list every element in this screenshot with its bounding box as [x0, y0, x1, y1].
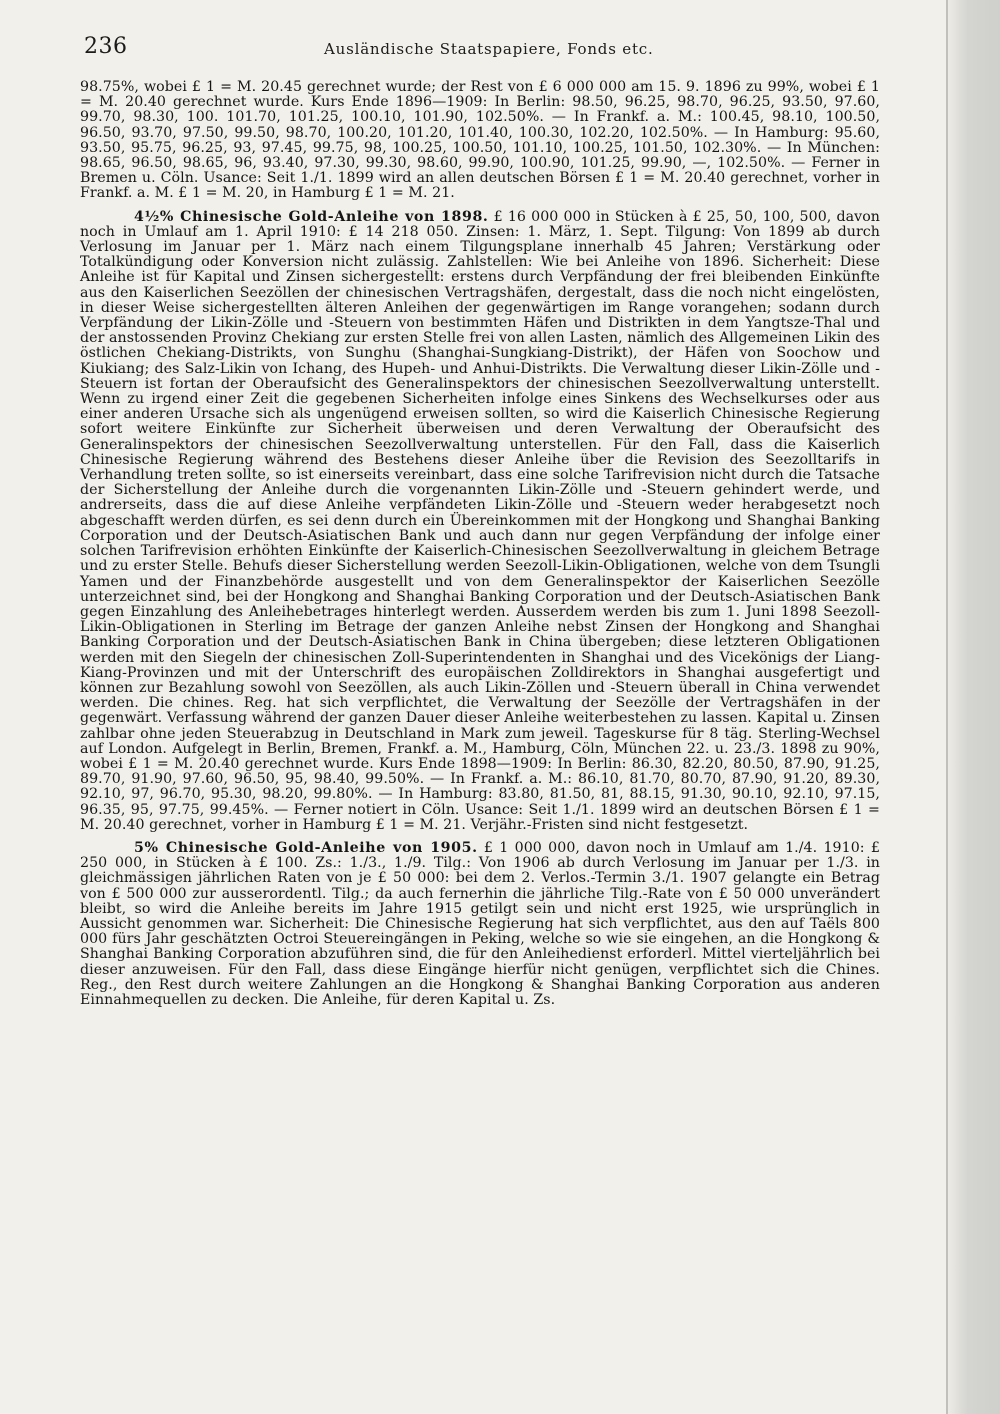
page-content: [80, 80, 880, 1008]
section-text: £ 1 000 000, davon noch in Umlauf am 1./4. 1910: £ 250 000, in Stücken à £ 100. Zs.: 1./3., 1./9. Tilg.: Von 1906 ab durch Verlosung im Januar per 1./3. in gleichmässigen jährlichen Raten von je £ 50 000: bei dem 2. Verlos.-Termin 3./1. 1907 gelangte ein Betrag von £ 500 000 zur ausserordentl. Tilg.; da auch fernerhin die jährliche Tilg.-Rate von £ 50 000 unverändert bleibt, so wird die Anleihe bereits im Jahre 1915 getilgt sein und nicht erst 1925, wie ursprünglich in Aussicht genommen war. Sicherheit: Die Chinesische Regierung hat sich verpflichtet, aus den auf Taëls 800 000 fürs Jahr geschätzten Octroi Steuereingängen in Peking, welche so wie sie eingehen, an die Hongkong & Shanghai Banking Corporation abzuführen sind, die für den Anleihedienst erforderl. Mittel vierteljährlich bei dieser anzuweisen. Für den Fall, dass diese Eingänge hierfür nicht genügen, verpflichtet sich die Chines. Reg., den Rest durch weitere Zahlungen an die Hongkong & Shanghai Banking Corporation aus anderen Einnahmequellen zu decken. Die Anleihe, für deren Kapital u. Zs.: [80, 839, 880, 1008]
section-1896-continued: [80, 80, 880, 202]
section-title: 5% Chinesische Gold-Anleihe von 1905.: [134, 839, 478, 856]
paragraph: [80, 80, 880, 202]
paragraph: [80, 210, 880, 833]
running-head: Ausländische Staatspapiere, Fonds etc.: [324, 40, 654, 58]
section-text: £ 16 000 000 in Stücken à £ 25, 50, 100, 500, davon noch in Umlauf am 1. April 1910: £ 14 218 050. Zinsen: 1. März, 1. Sept. Tilgung: Von 1899 ab durch Verlosung im Januar per 1. März nach einem Tilgungsplane innerhalb 45 Jahren; Verstärkung oder Totalkündigung oder Konversion nicht zulässig. Zahlstellen: Wie bei Anleihe von 1896. Sicherheit: Diese Anleihe ist für Kapital und Zinsen sichergestellt: erstens durch Verpfändung der frei bleibenden Einkünfte aus den Kaiserlichen Seezöllen der chinesischen Vertragshäfen, dergestalt, dass die noch nicht eingelösten, in dieser Weise sichergestellten älteren Anleihen der gegenwärtigen im Range vorangehen; sodann durch Verpfändung der Likin-Zölle und -Steuern von bestimmten Häfen und Distrikten in dem Yangtsze-Thal und der anstossenden Provinz Chekiang zur ersten Stelle frei von allen Lasten, nämlich des Allgemeinen Likin des östlichen Chekiang-Distrikts, von Sunghu (Shanghai-Sungkiang-Distrikt), der Häfen von Soochow und Kiukiang; des Salz-Likin von Ichang, des Hupeh- und Anhui-Distrikts. Die Verwaltung dieser Likin-Zölle und -Steuern ist fortan der Oberaufsicht des Generalinspektors der chinesischen Seezollverwaltung unterstellt. Wenn zu irgend einer Zeit die gegebenen Sicherheiten infolge eines Sinkens des Wechselkurses oder aus einer anderen Ursache sich als ungenügend erweisen sollten, so wird die Kaiserlich Chinesische Regierung sofort weitere Einkünfte zur Sicherheit überweisen und deren Verwaltung der Oberaufsicht des Generalinspektors der chinesischen Seezollverwaltung unterstellen. Für den Fall, dass die Kaiserlich Chinesische Regierung während des Bestehens dieser Anleihe über die Revision des Seezolltarifs in Verhandlung treten sollte, so ist einerseits vereinbart, dass eine solche Tarifrevision nicht durch die Tatsache der Sicherstellung der Anleihe durch die vorgenannten Likin-Zölle und -Steuern gehindert werde, und andrerseits, dass die auf diese Anleihe verpfändeten Likin-Zölle und -Steuern weder herabgesetzt noch abgeschafft werden dürfen, es sei denn durch ein Übereinkommen mit der Hongkong und Shanghai Banking Corporation und der Deutsch-Asiatischen Bank und auch dann nur gegen Verpfändung der infolge einer solchen Tarifrevision erhöhten Einkünfte der Kaiserlich-Chinesischen Seezollverwaltung in gleichem Betrage und zu erster Stelle. Behufs dieser Sicherstellung werden Seezoll-Likin-Obligationen, welche von dem Tsungli Yamen und der Finanzbehörde ausgestellt und von dem Generalinspektor der Kaiserlichen Seezölle unterzeichnet sind, bei der Hongkong and Shanghai Banking Corporation und der Deutsch-Asiatischen Bank gegen Einzahlung des Anleihebetrages hinterlegt werden. Ausserdem werden bis zum 1. Juni 1898 Seezoll-Likin-Obligationen in Sterling im Betrage der ganzen Anleihe nebst Zinsen der Hongkong and Shanghai Banking Corporation und der Deutsch-Asiatischen Bank in China übergeben; diese letzteren Obligationen werden mit den Siegeln der chinesischen Zoll-Superintendenten in Shanghai und des Vicekönigs der Liang-Kiang-Provinzen und mit der Unterschrift des europäischen Zolldirektors in Shanghai ausgefertigt und können zur Bezahlung sowohl von Seezöllen, als auch Likin-Zöllen und -Steuern überall in China verwendet werden. Die chines. Reg. hat sich verpflichtet, die Verwaltung der Seezölle der Vertragshäfen in der gegenwärt. Verfassung während der ganzen Dauer dieser Anleihe weiterbestehen zu lassen. Kapital u. Zinsen zahlbar ohne jeden Steuerabzug in Deutschland in Mark zum jeweil. Tageskurse für 8 täg. Sterling-Wechsel auf London. Aufgelegt in Berlin, Bremen, Frankf. a. M., Hamburg, Cöln, München 22. u. 23./3. 1898 zu 90%, wobei £ 1 = M. 20.40 gerechnet wurde. Kurs Ende 1898—1909: In Berlin: 86.30, 82.20, 80.50, 87.90, 91.25, 89.70, 91.90, 97.60, 96.50, 95, 98.40, 99.50%. — In Frankf. a. M.: 86.10, 81.70, 80.70, 87.90, 91.20, 89.30, 92.10, 97, 96.70, 95.30, 98.20, 99.80%. — In Hamburg: 83.80, 81.50, 81, 88.15, 91.30, 90.10, 92.10, 97.15, 96.35, 95, 97.75, 99.45%. — Ferner notiert in Cöln. Usance: Seit 1./1. 1899 wird an deutschen Börsen £ 1 = M. 20.40 gerechnet, vorher in Hamburg £ 1 = M. 21. Verjähr.-Fristen sind nicht festgesetzt.: [80, 208, 880, 833]
section-title: 4½% Chinesische Gold-Anleihe von 1898.: [134, 208, 489, 225]
paragraph: [80, 841, 880, 1008]
section-text: 98.75%, wobei £ 1 = M. 20.45 gerechnet wurde; der Rest von £ 6 000 000 am 15. 9. 1896 zu 99%, wobei £ 1 = M. 20.40 gerechnet wurde. Kurs Ende 1896—1909: In Berlin: 98.50, 96.25, 98.70, 96.25, 93.50, 97.60, 99.70, 98.30, 100. 101.70, 101.25, 100.10, 101.90, 102.50%. — In Frankf. a. M.: 100.45, 98.10, 100.50, 96.50, 93.70, 97.50, 99.50, 98.70, 100.20, 101.20, 101.40, 100.30, 102.20, 102.50%. — In Hamburg: 95.60, 93.50, 95.75, 96.25, 93, 97.45, 99.75, 98, 100.25, 100.50, 101.10, 100.25, 101.50, 102.30%. — In München: 98.65, 96.50, 98.65, 96, 93.40, 97.30, 99.30, 98.60, 99.90, 100.90, 101.25, 99.90, —, 102.50%. — Ferner in Bremen u. Cöln. Usance: Seit 1./1. 1899 wird an allen deutschen Börsen £ 1 = M. 20.40 gerechnet, vorher in Frankf. a. M. £ 1 = M. 20, in Hamburg £ 1 = M. 21.: [80, 79, 880, 202]
page-edge-shadow: [948, 0, 1000, 1414]
section-1898-loan: [80, 210, 880, 833]
page-header: [84, 34, 884, 66]
section-1905-loan: [80, 841, 880, 1008]
page-number: 236: [84, 34, 128, 59]
